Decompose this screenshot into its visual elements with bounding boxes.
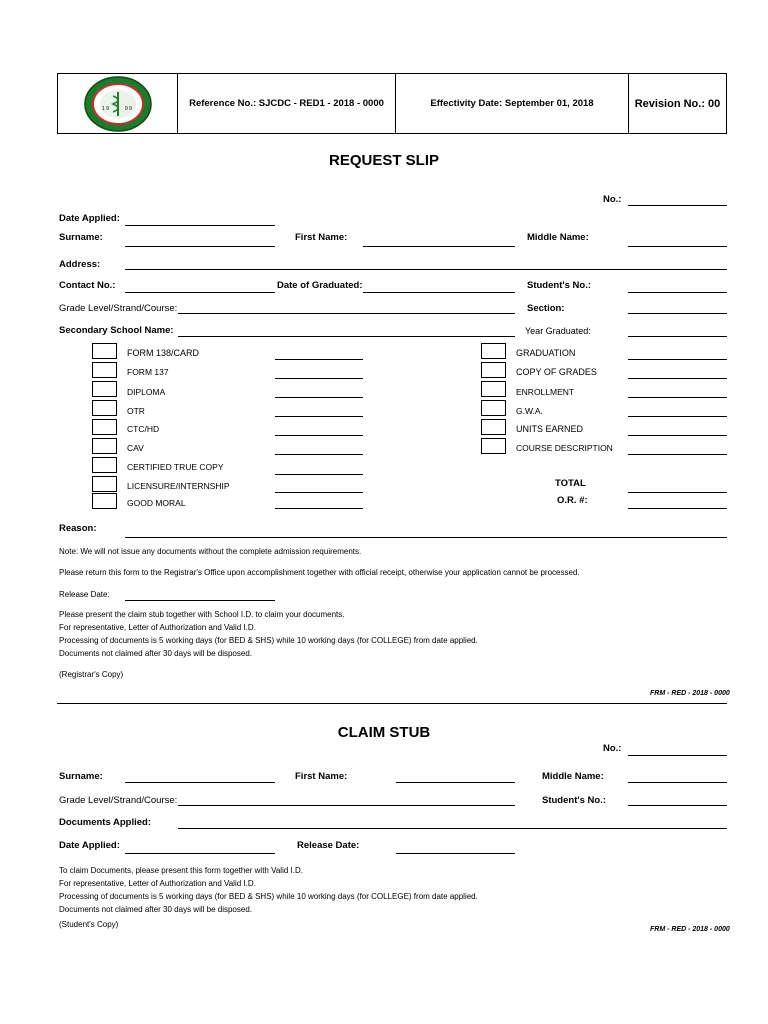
checkbox-cav[interactable] — [92, 438, 117, 454]
doc-label-good-moral: GOOD MORAL — [127, 498, 186, 508]
checkbox-ctc-hd[interactable] — [92, 419, 117, 435]
checkbox-diploma[interactable] — [92, 381, 117, 397]
doc-field-units-earned[interactable] — [628, 435, 727, 436]
logo-cell — [58, 74, 178, 133]
grade-level-field[interactable] — [178, 313, 515, 314]
header-table — [57, 73, 727, 134]
section-field[interactable] — [628, 313, 727, 314]
release-date-label: Release Date: — [59, 590, 110, 599]
claim-form-code: FRM - RED - 2018 - 0000 — [650, 926, 730, 933]
checkbox-form-138[interactable] — [92, 343, 117, 359]
release-date-field[interactable] — [125, 600, 275, 601]
doc-label-ctc-hd: CTC/HD — [127, 424, 160, 434]
address-field[interactable] — [125, 269, 727, 270]
doc-label-otr: OTR — [127, 406, 145, 416]
contact-no-label: Contact No.: — [59, 280, 116, 291]
student-copy-label: (Student's Copy) — [59, 920, 119, 929]
total-field[interactable] — [628, 492, 727, 493]
claim-stub-title: CLAIM STUB — [337, 724, 431, 741]
doc-label-copy-of-grades: COPY OF GRADES — [516, 367, 597, 377]
doc-label-form-137: FORM 137 — [127, 367, 169, 377]
date-applied-label: Date Applied: — [59, 213, 120, 224]
claim-student-no-label: Student's No.: — [542, 795, 607, 806]
claim-grade-level-field[interactable] — [178, 805, 515, 806]
claim-instruction-line: To claim Documents, please present this form together with Valid I.D. — [59, 866, 303, 875]
checkbox-copy-of-grades[interactable] — [481, 362, 506, 378]
note-requirements: Note: We will not issue any documents without the complete admission requirements. — [59, 547, 362, 556]
doc-label-graduation: GRADUATION — [516, 348, 576, 358]
registrar-copy-label: (Registrar's Copy) — [59, 670, 124, 679]
doc-label-form-138: FORM 138/CARD — [127, 348, 200, 358]
doc-field-copy-of-grades[interactable] — [628, 378, 727, 379]
doc-field-good-moral[interactable] — [275, 508, 363, 509]
doc-field-form-138[interactable] — [275, 359, 363, 360]
surname-field[interactable] — [125, 246, 275, 247]
checkbox-good-moral[interactable] — [92, 493, 117, 509]
date-applied-field[interactable] — [125, 225, 275, 226]
instruction-line: For representative, Letter of Authorization and Valid I.D. — [59, 623, 256, 632]
doc-field-otr[interactable] — [275, 416, 363, 417]
claim-student-no-field[interactable] — [628, 805, 727, 806]
claim-instruction-line: Processing of documents is 5 working days (for BED & SHS) while 10 working days (for COLLEGE) from date applied. — [59, 892, 478, 901]
doc-field-graduation[interactable] — [628, 359, 727, 360]
claim-release-date-field[interactable] — [396, 853, 515, 854]
doc-label-enrollment: ENROLLMENT — [516, 387, 575, 397]
year-graduated-field[interactable] — [628, 336, 727, 337]
doc-field-licensure-internship[interactable] — [275, 492, 363, 493]
checkbox-units-earned[interactable] — [481, 419, 506, 435]
school-seal-logo — [83, 76, 153, 132]
grade-level-label: Grade Level/Strand/Course: — [59, 303, 178, 314]
revision-cell — [629, 74, 726, 133]
doc-field-ctc-hd[interactable] — [275, 435, 363, 436]
section-label: Section: — [527, 303, 565, 314]
documents-applied-field[interactable] — [178, 828, 727, 829]
svg-text:9 9: 9 9 — [124, 105, 132, 112]
claim-middle-name-field[interactable] — [628, 782, 727, 783]
middle-name-field[interactable] — [628, 246, 727, 247]
doc-label-licensure-internship: LICENSURE/INTERNSHIP — [127, 481, 230, 491]
checkbox-course-description[interactable] — [481, 438, 506, 454]
checkbox-form-137[interactable] — [92, 362, 117, 378]
claim-first-name-field[interactable] — [396, 782, 515, 783]
claim-no-field[interactable] — [628, 755, 727, 756]
claim-surname-label: Surname: — [59, 771, 103, 782]
request-slip-title: REQUEST SLIP — [328, 152, 440, 169]
checkbox-certified-true-copy[interactable] — [92, 457, 117, 473]
revision-no: Revision No.: 00 — [634, 97, 721, 110]
date-graduated-label: Date of Graduated: — [277, 280, 363, 291]
student-no-label: Student's No.: — [527, 280, 592, 291]
doc-field-cav[interactable] — [275, 454, 363, 455]
claim-instruction-line: Documents not claimed after 30 days will be disposed. — [59, 905, 252, 914]
reference-no: Reference No.: SJCDC - RED1 - 2018 - 0000 — [189, 98, 384, 109]
year-graduated-label: Year Graduated: — [525, 326, 591, 336]
claim-surname-field[interactable] — [125, 782, 275, 783]
doc-label-certified-true-copy: CERTIFIED TRUE COPY — [127, 462, 224, 472]
claim-middle-name-label: Middle Name: — [542, 771, 604, 782]
claim-date-applied-field[interactable] — [125, 853, 275, 854]
date-graduated-field[interactable] — [363, 292, 515, 293]
documents-applied-label: Documents Applied: — [59, 817, 152, 828]
doc-label-units-earned: UNITS EARNED — [516, 424, 584, 434]
form-code: FRM - RED - 2018 - 0000 — [650, 690, 730, 697]
cut-divider — [57, 703, 727, 704]
reason-label: Reason: — [59, 523, 97, 534]
or-no-label: O.R. #: — [557, 495, 588, 506]
first-name-label: First Name: — [295, 232, 348, 243]
address-label: Address: — [59, 259, 101, 270]
doc-label-diploma: DIPLOMA — [127, 387, 166, 397]
doc-label-gwa: G.W.A. — [516, 406, 543, 416]
secondary-school-field[interactable] — [178, 336, 515, 337]
checkbox-enrollment[interactable] — [481, 381, 506, 397]
effectivity-date: Effectivity Date: September 01, 2018 — [430, 98, 594, 109]
claim-instruction-line: For representative, Letter of Authorization and Valid I.D. — [59, 879, 256, 888]
instruction-line: Please present the claim stub together with School I.D. to claim your documents. — [59, 610, 345, 619]
request-no-label: No.: — [603, 194, 622, 205]
effectivity-cell — [396, 74, 629, 133]
first-name-field[interactable] — [363, 246, 515, 247]
note-return-form: Please return this form to the Registrar's Office upon accomplishment together with official receipt, otherwise your application cannot be processed. — [59, 568, 580, 577]
claim-date-applied-label: Date Applied: — [59, 840, 120, 851]
total-label: TOTAL — [555, 478, 586, 489]
doc-label-cav: CAV — [127, 443, 144, 453]
reference-cell — [178, 74, 396, 133]
svg-text:1 9: 1 9 — [101, 105, 109, 112]
claim-release-date-label: Release Date: — [297, 840, 360, 851]
doc-label-course-description: COURSE DESCRIPTION — [516, 443, 613, 453]
instruction-line: Documents not claimed after 30 days will be disposed. — [59, 649, 252, 658]
contact-no-field[interactable] — [125, 292, 275, 293]
doc-field-gwa[interactable] — [628, 416, 727, 417]
claim-grade-level-label: Grade Level/Strand/Course: — [59, 795, 178, 806]
claim-first-name-label: First Name: — [295, 771, 348, 782]
checkbox-graduation[interactable] — [481, 343, 506, 359]
claim-no-label: No.: — [603, 743, 622, 754]
surname-label: Surname: — [59, 232, 103, 243]
instruction-line: Processing of documents is 5 working days (for BED & SHS) while 10 working days (for COLLEGE) from date applied. — [59, 636, 478, 645]
doc-field-course-description[interactable] — [628, 454, 727, 455]
student-no-field[interactable] — [628, 292, 727, 293]
checkbox-gwa[interactable] — [481, 400, 506, 416]
checkbox-otr[interactable] — [92, 400, 117, 416]
checkbox-licensure-internship[interactable] — [92, 476, 117, 492]
secondary-school-label: Secondary School Name: — [59, 325, 174, 336]
doc-field-form-137[interactable] — [275, 378, 363, 379]
reason-field[interactable] — [125, 537, 727, 538]
doc-field-enrollment[interactable] — [628, 397, 727, 398]
request-no-field[interactable] — [628, 205, 727, 206]
doc-field-diploma[interactable] — [275, 397, 363, 398]
or-no-field[interactable] — [628, 508, 727, 509]
doc-field-certified-true-copy[interactable] — [275, 474, 363, 475]
middle-name-label: Middle Name: — [527, 232, 589, 243]
